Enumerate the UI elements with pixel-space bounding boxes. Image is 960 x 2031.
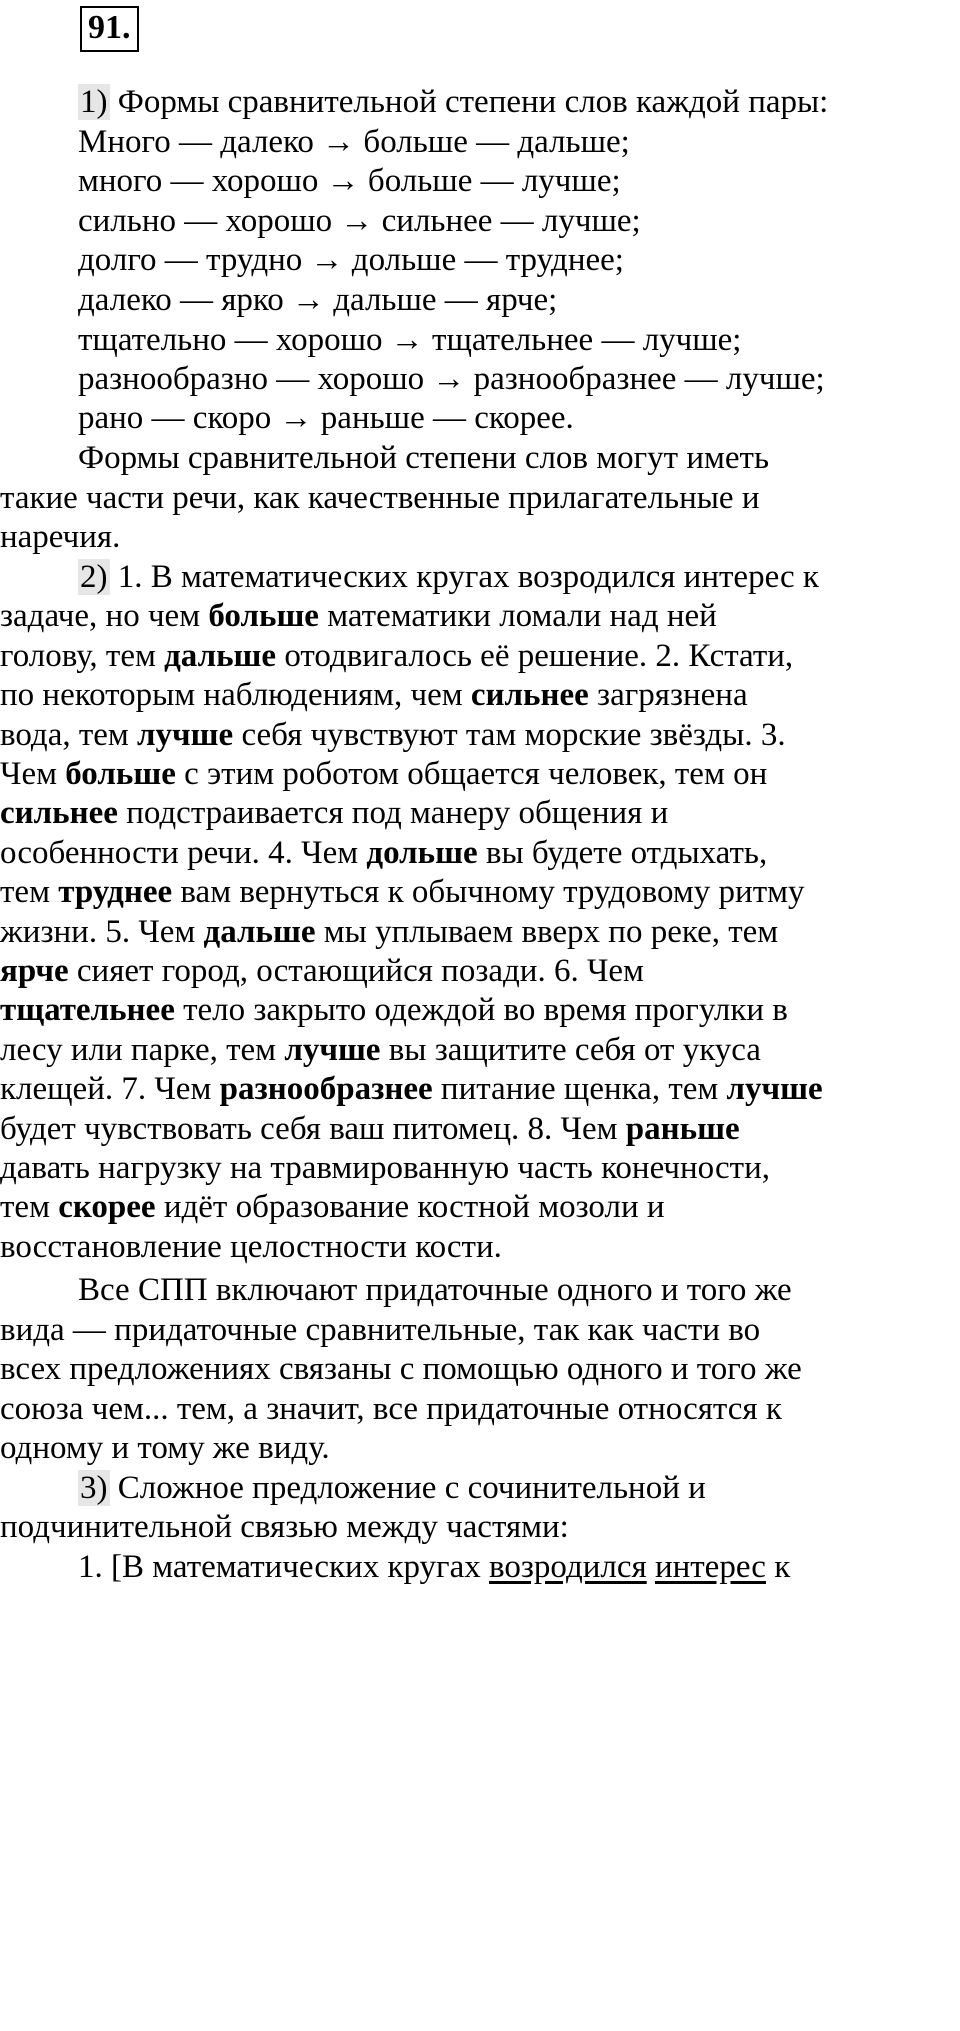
text-segment: Чем: [0, 756, 66, 792]
bold-word: лучше: [726, 1071, 823, 1107]
summary-line: Все СПП включают придаточные одного и того же: [78, 1272, 792, 1308]
section-2-line: [0, 1227, 502, 1267]
bold-word: дальше: [203, 914, 316, 950]
bold-word: больше: [65, 756, 176, 792]
text-segment: 1. [В математических кругах: [78, 1549, 489, 1585]
text-segment: вам вернуться к обычному трудовому ритму: [172, 874, 805, 910]
section-2-line: [0, 1148, 770, 1188]
summary-line: союза чем... тем, а значит, все придаточные относятся к: [0, 1391, 782, 1427]
section-2-line: [0, 793, 668, 833]
pair-line: Много — далеко → больше — дальше;: [78, 124, 630, 160]
section-2-line: [0, 675, 748, 715]
bold-word: сильнее: [470, 677, 589, 713]
pair-line: разнообразно — хорошо → разнообразнее — лучше;: [78, 361, 825, 397]
section-2-line: [0, 912, 778, 952]
text-segment: вода, тем: [0, 717, 138, 753]
text-segment: идёт образование костной мозоли и: [155, 1189, 665, 1225]
exercise-number: 91.: [80, 6, 139, 52]
section-2-line: [0, 1109, 740, 1149]
text-segment: вы защитите себя от укуса: [380, 1032, 761, 1068]
text-segment: жизни. 5. Чем: [0, 914, 204, 950]
section-3-heading-line: подчинительной связью между частями:: [0, 1509, 569, 1545]
section-2-line: [0, 833, 767, 873]
text-segment: математики ломали над ней: [318, 598, 717, 634]
text-segment: восстановление целостности кости.: [0, 1229, 502, 1265]
text-segment: подстраивается под манеру общения и: [117, 795, 669, 831]
text-segment: по некоторым наблюдениям, чем: [0, 677, 471, 713]
section-1-heading-text: Формы сравнительной степени слов каждой пары:: [109, 84, 829, 120]
bold-word: скорее: [58, 1189, 156, 1225]
text-segment: вы будете отдыхать,: [477, 835, 768, 871]
section-2-line: [0, 636, 793, 676]
section-2-line: [78, 557, 819, 597]
summary-line: одному и тому же виду.: [0, 1430, 330, 1466]
bold-word: лучше: [284, 1032, 381, 1068]
text-segment: тем: [0, 1189, 59, 1225]
text-segment: особенности речи. 4. Чем: [0, 835, 367, 871]
section-2-line: [0, 596, 717, 636]
text-segment: будет чувствовать себя ваш питомец. 8. Чем: [0, 1111, 626, 1147]
section-3-heading-text: Сложное предложение с сочинительной и: [109, 1470, 706, 1506]
bold-word: раньше: [625, 1111, 740, 1147]
text-segment: мы уплываем вверх по реке, тем: [315, 914, 779, 950]
conclusion-line: Формы сравнительной степени слов могут иметь: [78, 440, 770, 476]
bold-word: дольше: [366, 835, 478, 871]
text-segment: себя чувствуют там морские звёзды. 3.: [233, 717, 786, 753]
bold-word: ярче: [0, 953, 69, 989]
text-segment: питание щенка, тем: [432, 1071, 727, 1107]
bold-word: лучше: [137, 717, 234, 753]
text-segment: тело закрыто одеждой во время прогулки в: [174, 992, 788, 1028]
pair-line: тщательно — хорошо → тщательнее — лучше;: [78, 322, 742, 358]
summary-line: всех предложениях связаны с помощью одного и того же: [0, 1351, 802, 1387]
text-segment: с этим роботом общается человек, тем он: [175, 756, 768, 792]
section-3-marker: 3): [80, 1470, 108, 1506]
section-1-heading: [78, 82, 828, 122]
section-2-line: [0, 872, 805, 912]
section-2-line: [0, 715, 786, 755]
section-2-line: [0, 754, 767, 794]
text-segment: давать нагрузку на травмированную часть конечности,: [0, 1150, 770, 1186]
section-3-item-1: [78, 1547, 790, 1587]
text-segment: [647, 1549, 655, 1585]
text-segment: клещей. 7. Чем: [0, 1071, 220, 1107]
underlined-word: возродился: [489, 1549, 647, 1585]
bold-word: разнообразнее: [219, 1071, 433, 1107]
summary-line: вида — придаточные сравнительные, так как части во: [0, 1312, 761, 1348]
text-segment: к: [765, 1549, 791, 1585]
bold-word: сильнее: [0, 795, 118, 831]
bold-word: труднее: [58, 874, 173, 910]
section-2-marker: 2): [80, 559, 108, 595]
section-3-heading: [78, 1468, 706, 1508]
pair-line: много — хорошо → больше — лучше;: [78, 163, 621, 199]
underlined-word: интерес: [654, 1549, 766, 1585]
text-segment: задаче, но чем: [0, 598, 209, 634]
section-1-marker: 1): [80, 84, 108, 120]
bold-word: дальше: [164, 638, 277, 674]
conclusion-line: такие части речи, как качественные прилагательные и: [0, 480, 760, 516]
pair-line: сильно — хорошо → сильнее — лучше;: [78, 203, 641, 239]
pair-line: рано — скоро → раньше — скорее.: [78, 400, 574, 436]
conclusion-line: наречия.: [0, 519, 121, 555]
section-2-line: [0, 1187, 665, 1227]
text-segment: сияет город, остающийся позади. 6. Чем: [68, 953, 644, 989]
text-segment: голову, тем: [0, 638, 165, 674]
text-segment: тем: [0, 874, 59, 910]
section-2-line: [0, 1069, 823, 1109]
pair-line: долго — трудно → дольше — труднее;: [78, 242, 624, 278]
section-2-line: [0, 990, 788, 1030]
bold-word: тщательнее: [0, 992, 175, 1028]
text-segment: загрязнена: [588, 677, 748, 713]
bold-word: больше: [208, 598, 319, 634]
pair-line: далеко — ярко → дальше — ярче;: [78, 282, 558, 318]
text-segment: отодвигалось её решение. 2. Кстати,: [276, 638, 794, 674]
text-segment: лесу или парке, тем: [0, 1032, 285, 1068]
text-segment: 1. В математических кругах возродился интерес к: [109, 559, 819, 595]
section-2-line: [0, 951, 644, 991]
section-2-line: [0, 1030, 761, 1070]
